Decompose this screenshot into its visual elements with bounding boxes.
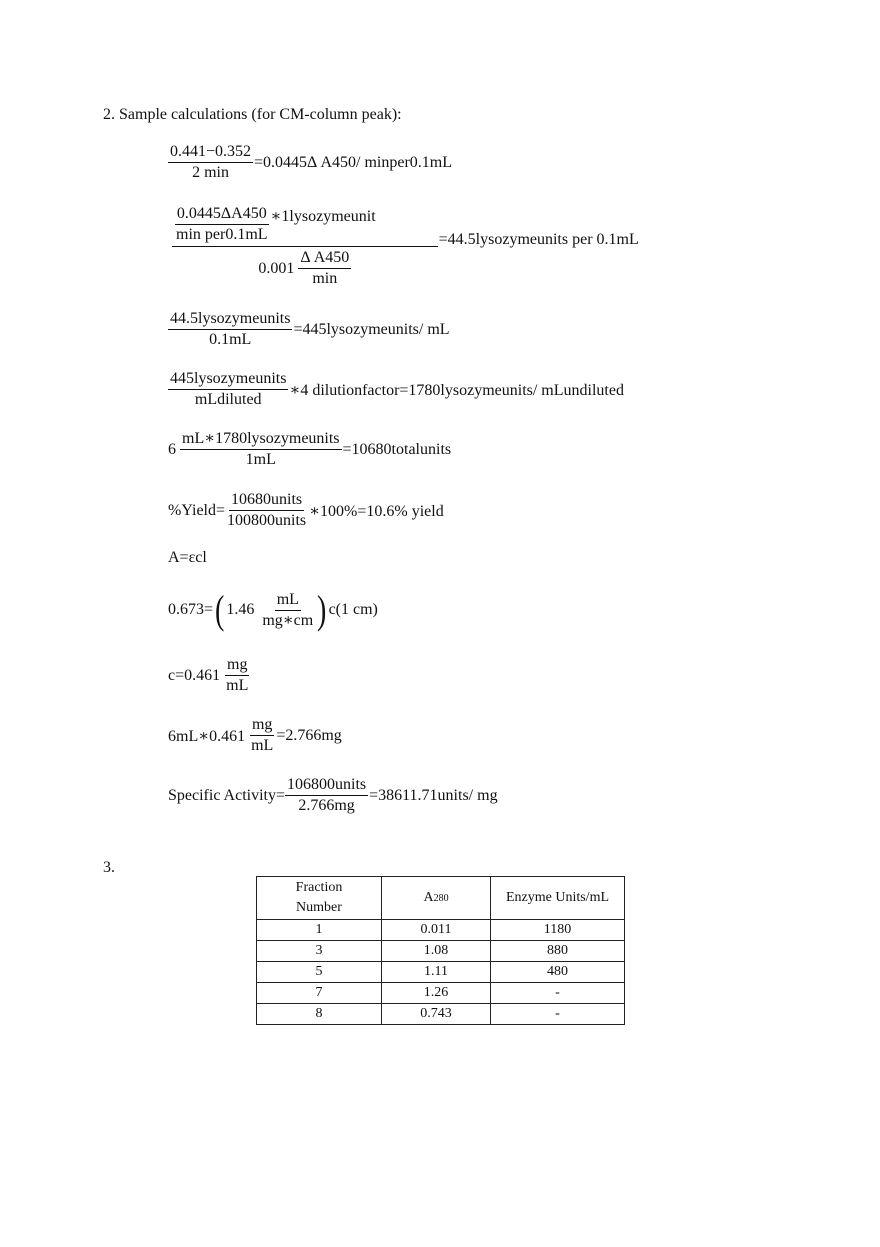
equation-11 [168, 776, 498, 815]
eq4-numerator: 445lysozymeunits [168, 370, 288, 390]
eq8-fraction [260, 591, 315, 630]
eq2-denominator-coefficient: 0.001 [258, 259, 295, 277]
equation-2 [172, 205, 639, 288]
eq6-fraction [225, 491, 308, 530]
eq2-denominator-numerator: Δ A450 [298, 249, 351, 269]
cell-enzyme-units: 1180 [491, 920, 625, 941]
eq2-inner-numerator: 0.0445ΔA450 [175, 205, 269, 225]
header-fraction-number [257, 877, 382, 920]
eq3-numerator: 44.5lysozymeunits [168, 310, 292, 330]
eq3-denominator: 0.1mL [209, 331, 252, 348]
header-fraction-line2: Number [296, 900, 342, 915]
equation-1 [168, 143, 452, 182]
header-a-subscript: 280 [433, 892, 449, 904]
eq11-denominator: 2.766mg [298, 797, 355, 814]
table-row [257, 983, 625, 1004]
eq8-rest: c(1 cm) [328, 601, 378, 618]
equation-3 [168, 310, 450, 349]
left-paren-glyph: ( [215, 587, 225, 632]
table-body [257, 920, 625, 1025]
cell-fraction-number: 3 [257, 941, 382, 962]
cell-a280: 0.011 [382, 920, 491, 941]
cell-enzyme-units: 880 [491, 941, 625, 962]
equation-8 [168, 587, 378, 632]
cell-fraction-number: 7 [257, 983, 382, 1004]
eq10-result: =2.766mg [276, 726, 342, 744]
table-row [257, 920, 625, 941]
eq6-result: ∗100%=10.6% yield [309, 502, 444, 520]
eq5-prefix: 6 [168, 440, 176, 458]
table-row [257, 962, 625, 983]
table-row [257, 941, 625, 962]
eq9-prefix: c=0.461 [168, 666, 221, 684]
eq10-prefix: 6mL∗0.461 [168, 727, 246, 745]
eq11-fraction [285, 776, 368, 815]
cell-enzyme-units: - [491, 1004, 625, 1025]
table-header-row [257, 877, 625, 920]
eq2-inner-denominator: min per0.1mL [176, 226, 268, 243]
eq2-denominator-denominator: min [312, 270, 338, 287]
eq9-fraction [224, 656, 250, 695]
table-row [257, 1004, 625, 1025]
equation-4 [168, 370, 624, 409]
eq6-prefix: %Yield= [168, 501, 226, 519]
eq3-fraction [168, 310, 292, 349]
eq2-inner-rest: ∗1lysozymeunit [270, 207, 376, 225]
eq11-numerator: 106800units [285, 776, 368, 796]
eq4-result: ∗4 dilutionfactor=1780lysozymeunits/ mLundiluted [289, 381, 624, 399]
equation-7: A=εcl [168, 549, 207, 566]
eq6-numerator: 10680units [229, 491, 304, 511]
header-a280 [382, 877, 491, 920]
eq2-inner-fraction [174, 205, 270, 244]
eq4-denominator: mLdiluted [194, 391, 262, 408]
header-a-letter: A [423, 889, 434, 905]
eq5-result: =10680totalunits [342, 440, 452, 458]
eq2-result: =44.5lysozymeunits per 0.1mL [438, 230, 639, 248]
eq1-denominator: 2 min [192, 164, 229, 181]
eq9-denominator: mL [226, 677, 249, 694]
right-paren-glyph: ) [317, 587, 327, 632]
eq4-fraction [168, 370, 288, 409]
cell-a280: 1.11 [382, 962, 491, 983]
eq2-denominator-fraction [298, 249, 351, 288]
fraction-table [256, 876, 625, 1025]
eq10-denominator: mL [251, 737, 274, 754]
eq8-numerator: mL [275, 591, 301, 611]
eq5-denominator: 1mL [245, 451, 276, 468]
cell-fraction-number: 8 [257, 1004, 382, 1025]
equation-6 [168, 491, 444, 530]
eq1-numerator: 0.441−0.352 [168, 143, 253, 163]
eq2-main-denominator [256, 247, 353, 288]
eq1-result: =0.0445Δ A450/ minper0.1mL [254, 153, 452, 171]
eq6-denominator: 100800units [227, 512, 307, 529]
equation-10 [168, 716, 342, 755]
cell-fraction-number: 1 [257, 920, 382, 941]
eq2-main-numerator [172, 205, 438, 247]
equation-5 [168, 430, 451, 469]
cell-enzyme-units: - [491, 983, 625, 1004]
eq5-fraction [180, 430, 342, 469]
cell-a280: 1.26 [382, 983, 491, 1004]
eq11-prefix: Specific Activity= [168, 786, 285, 804]
eq5-numerator: mL∗1780lysozymeunits [180, 430, 342, 450]
cell-enzyme-units: 480 [491, 962, 625, 983]
eq1-fraction [168, 143, 253, 182]
eq10-fraction [249, 716, 275, 755]
eq10-numerator: mg [250, 716, 274, 736]
eq9-numerator: mg [225, 656, 249, 676]
cell-a280: 0.743 [382, 1004, 491, 1025]
eq2-main-fraction [172, 205, 438, 288]
cell-fraction-number: 5 [257, 962, 382, 983]
eq11-result: =38611.71units/ mg [369, 786, 498, 804]
header-enzyme-units: Enzyme Units/mL [491, 877, 625, 920]
header-fraction-line1: Fraction [295, 880, 343, 895]
eq8-prefix: 0.673= [168, 601, 214, 618]
eq8-coefficient: 1.46 [226, 601, 255, 618]
cell-a280: 1.08 [382, 941, 491, 962]
equation-9 [168, 656, 250, 695]
section-3-label: 3. [103, 859, 115, 876]
section-2-heading: 2. Sample calculations (for CM-column peak): [103, 106, 402, 123]
eq3-result: =445lysozymeunits/ mL [293, 320, 450, 338]
eq8-denominator: mg∗cm [262, 611, 314, 629]
